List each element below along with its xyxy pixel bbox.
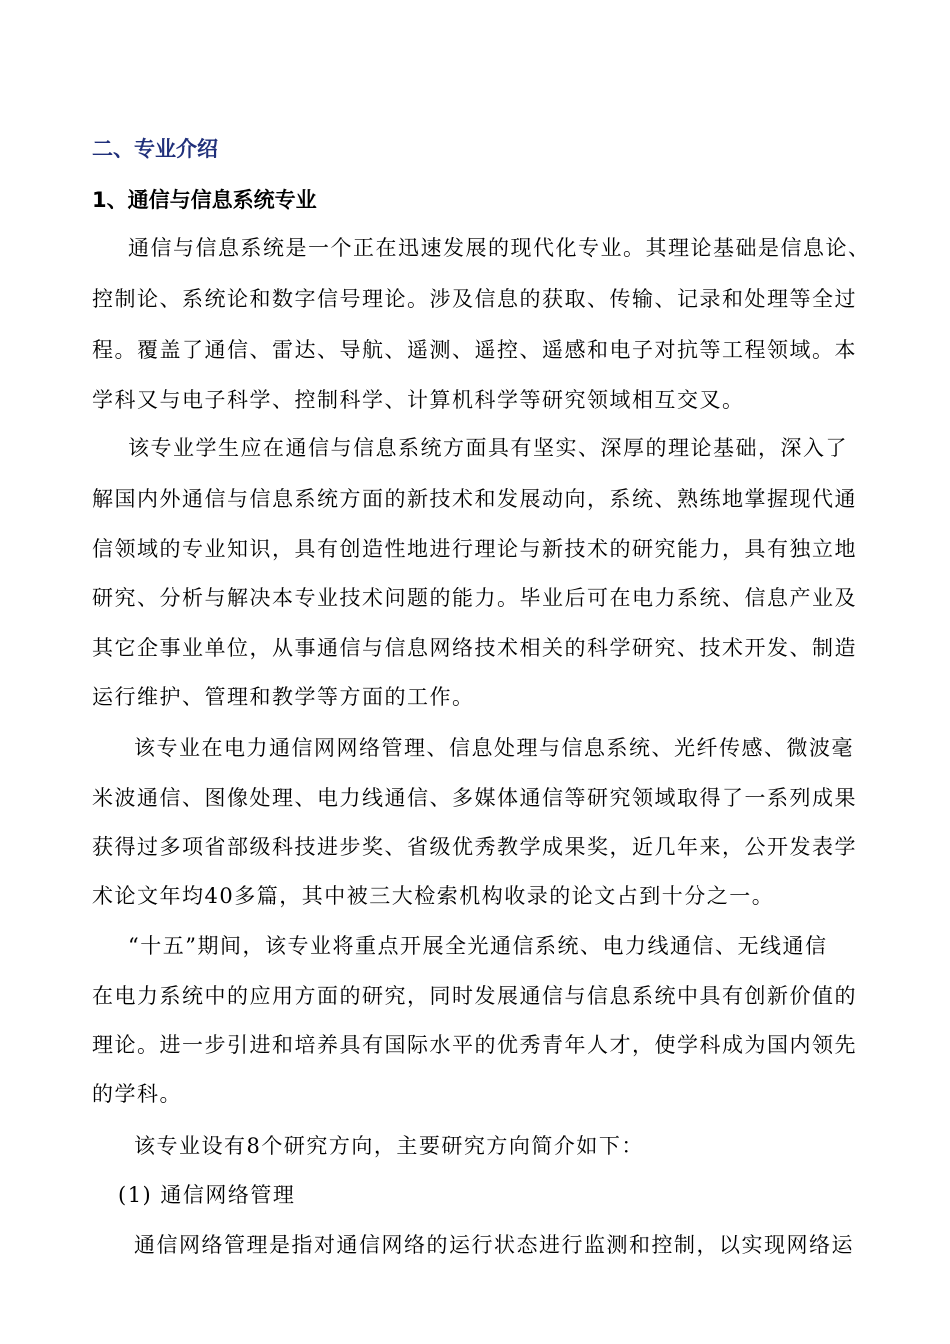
paragraph-line: 的学科。 (92, 1082, 182, 1106)
paragraph-line: “十五”期间，该专业将重点开展全光通信系统、电力线通信、无线通信 (128, 934, 828, 958)
subsection-heading: 1、通信与信息系统专业 (92, 188, 317, 212)
paragraph-line: 通信网络管理是指对通信网络的运行状态进行监测和控制，以实现网络运 (134, 1233, 854, 1257)
paragraph-line: 控制论、系统论和数字信号理论。涉及信息的获取、传输、记录和处理等全过 (92, 287, 857, 311)
paragraph-line: 通信与信息系统是一个正在迅速发展的现代化专业。其理论基础是信息论、 (128, 236, 871, 260)
paragraph-line: 解国内外通信与信息系统方面的新技术和发展动向，系统、熟练地掌握现代通 (92, 487, 857, 511)
paragraph-line: 学科又与电子科学、控制科学、计算机科学等研究领域相互交叉。 (92, 388, 745, 412)
paragraph-line: 其它企事业单位，从事通信与信息网络技术相关的科学研究、技术开发、制造 (92, 636, 857, 660)
section-heading: 二、专业介绍 (92, 137, 218, 161)
paragraph-line: 信领域的专业知识，具有创造性地进行理论与新技术的研究能力，具有独立地 (92, 537, 857, 561)
paragraph-line: 运行维护、管理和教学等方面的工作。 (92, 685, 475, 709)
paragraph-line: 米波通信、图像处理、电力线通信、多媒体通信等研究领域取得了一系列成果 (92, 786, 857, 810)
paragraph-line: 研究、分析与解决本专业技术问题的能力。毕业后可在电力系统、信息产业及 (92, 586, 857, 610)
paragraph-line: 程。覆盖了通信、雷达、导航、遥测、遥控、遥感和电子对抗等工程领域。本 (92, 338, 857, 362)
paragraph-line: 该专业设有8个研究方向，主要研究方向简介如下： (134, 1134, 644, 1158)
research-direction-item: (1) 通信网络管理 (118, 1183, 296, 1207)
paragraph-line: 该专业学生应在通信与信息系统方面具有坚实、深厚的理论基础，深入了 (128, 436, 848, 460)
paragraph-line: 获得过多项省部级科技进步奖、省级优秀教学成果奖，近几年来，公开发表学 (92, 835, 857, 859)
paragraph-line: 理论。进一步引进和培养具有国际水平的优秀青年人才，使学科成为国内领先 (92, 1033, 857, 1057)
paragraph-line: 术论文年均40多篇，其中被三大检索机构收录的论文占到十分之一。 (92, 884, 775, 908)
paragraph-line: 该专业在电力通信网网络管理、信息处理与信息系统、光纤传感、微波毫 (134, 736, 854, 760)
paragraph-line: 在电力系统中的应用方面的研究，同时发展通信与信息系统中具有创新价值的 (92, 984, 857, 1008)
